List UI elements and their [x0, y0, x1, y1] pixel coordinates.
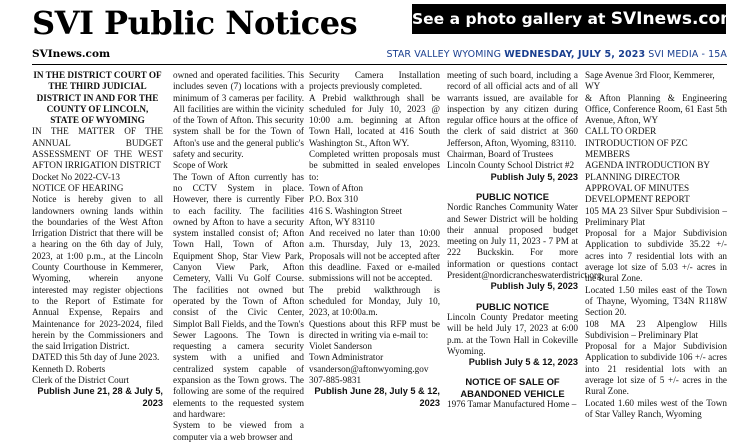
- publish-line: Publish July 5 & 12, 2023: [468, 357, 578, 368]
- notice-column-2: [173, 70, 305, 442]
- folio-date: WEDNESDAY, JULY 5, 2023: [504, 49, 646, 60]
- notice-column-4: [447, 70, 604, 410]
- notice-paragraph: DEVELOPMENT REPORT: [585, 194, 690, 205]
- notice-column-1: [32, 70, 163, 408]
- notice-paragraph: Docket No 2022-CV-13: [32, 171, 120, 182]
- folio-bar: [32, 46, 727, 65]
- notice-paragraph: 108 MA 23 Alpenglow Hills Subdivision – Preliminary Plat: [585, 318, 727, 340]
- notice-paragraph: Located 1.50 miles east of the Town of Thayne, Wyoming, T34N R118W Section 20.: [585, 284, 727, 318]
- notice-paragraph: 416 S. Washington Street: [309, 205, 403, 216]
- notice-paragraph: Sage Avenue 3rd Floor, Kemmerer, WY: [585, 70, 715, 92]
- publish-line: Publish June 21, 28 & July 5, 2023: [37, 386, 163, 408]
- notice-paragraph: meeting of such board, including a record of all official acts and of all warrants issued, are available for inspection by any citizen during regular office hours at the office of the clerk of said district at 360 Jefferson, Afton, Wyoming, 83110.: [447, 70, 578, 148]
- notice-paragraph: DATED this 5th day of June 2023.: [32, 352, 160, 363]
- notice-heading: NOTICE OF SALE OF ABANDONED VEHICLE: [460, 376, 565, 399]
- notice-paragraph: And received no later than 10:00 a.m. Thursday, July 13, 2023. Proposals will not be accepted after this deadline. Faxed or e-mailed submissions will not be accepted.: [309, 228, 440, 284]
- notice-paragraph: Proposal for a Major Subdivision Application to subdivide 35.22 +/- acres into 7 residential lots with an average lot size of 5.03 +/- acres in the Rural Zone.: [585, 228, 727, 284]
- notice-heading: PUBLIC NOTICE: [476, 190, 549, 202]
- notice-paragraph: Chairman, Board of Trustees: [447, 149, 554, 160]
- photo-gallery-banner[interactable]: [412, 4, 738, 34]
- notice-paragraph: Kenneth D. Roberts: [32, 363, 106, 374]
- notice-paragraph: Lincoln County School District #2: [447, 160, 575, 171]
- notice-paragraph: CALL TO ORDER: [585, 126, 657, 137]
- notice-paragraph: INTRODUCTION OF PZC MEMBERS: [585, 137, 688, 160]
- notice-paragraph: Clerk of the District Court: [32, 375, 129, 386]
- notice-paragraph: The Town of Afton currently has no CCTV System in place. However, there is currently Fiber to each facility. The facilities owned by Afton to have a security system installed consist of; Afton Town Hall, Town of Afton Equipment Shop, Star View Park, Canyon View Park, Afton Cemetery, Valli Vu Golf Course. The facilities not owned but operated by the Town of Afton consist of the Civic Center, Simplot Ball Fields, and the Town's Sewer Lagoons. The Town is requesting a camera security system with a unified and centralized system capable of expansion as the Town grows. The following are some of the required elements to the requested system and hardware:: [173, 171, 305, 419]
- notice-paragraph: Proposal for a Major Subdivision Application to subdivide 106 +/- acres into 21 residential lots with an average lot size of 5 +/- acres in the Rural Zone.: [585, 341, 727, 397]
- banner-prefix: See a photo gallery at: [412, 10, 611, 28]
- notice-paragraph: 1976 Tamar Manufactured Home –: [447, 399, 577, 410]
- notice-paragraph: AGENDA INTRODUCTION BY PLANNING DIRECTOR: [585, 160, 710, 182]
- notice-paragraph: & Afton Planning & Engineering Office, Conference Room, 61 East 5th Avenue, Afton, WY: [585, 92, 727, 126]
- notice-paragraph: Questions about this RFP must be directed in writing via e-mail to:: [309, 318, 440, 340]
- publish-line: Publish June 28, July 5 & 12, 2023: [314, 386, 440, 408]
- notice-paragraph: Scope of Work: [173, 160, 228, 171]
- masthead: [0, 0, 738, 44]
- notice-paragraph: IN THE MATTER OF THE ANNUAL BUDGET ASSESSMENT OF THE WEST AFTON IRRIGATION DISTRICT: [32, 126, 163, 171]
- notice-column-5: [585, 70, 727, 419]
- notice-heading: PUBLIC NOTICE: [476, 300, 549, 312]
- notice-paragraph: vsanderson@aftonwyoming.gov: [309, 363, 429, 374]
- notice-paragraph: Security Camera Installation projects previously completed.: [309, 70, 440, 92]
- publish-line: Publish July 5, 2023: [490, 171, 578, 182]
- publish-line: Publish July 5, 2023: [490, 281, 578, 292]
- notice-paragraph: Nordic Ranches Community Water and Sewer District will be holding their annual proposed budget meeting on July 11, 2023 - 7 PM at 222 Buckskin. For more information or questions contact President@nordicrancheswaterdistrict.org.: [447, 202, 604, 281]
- notice-paragraph: 307-885-9831: [309, 375, 362, 386]
- notice-paragraph: Town of Afton: [309, 182, 363, 193]
- notice-paragraph: Notice is hereby given to all landowners owning lands within the boundaries of the West Afton Irrigation District that there will be a hearing on the 6th day of July, 2023, at 1:00 p.m., at the Lincoln County Courthouse in Kemmerer, Wyoming, wherein anyone interested may register objections to the Report of Estimate for Annual Expense, Repairs and Maintenance for 2023-2024, filed herein by the Commissioners and the said Irrigation District.: [32, 194, 163, 352]
- notice-paragraph: owned and operated facilities. This includes seven (7) locations with a minimum of 3 cameras per facility. All facilities are within the vicinity of the Town of Afton. This security system shall be for the Town of Afton's use and the general public's safety and security.: [173, 70, 304, 160]
- folio-line: [387, 49, 727, 60]
- site-name[interactable]: SVInews.com: [32, 48, 111, 60]
- notice-column-3: [309, 70, 440, 408]
- notice-paragraph: NOTICE OF HEARING: [32, 182, 124, 193]
- notice-heading: IN THE DISTRICT COURT OF THE THIRD JUDICIAL DISTRICT IN AND FOR THE COUNTY OF LINCOLN, STATE OF WYOMING: [33, 70, 162, 126]
- notice-paragraph: Completed written proposals must be submitted in sealed envelopes to:: [309, 149, 440, 182]
- notice-paragraph: Town Administrator: [309, 352, 384, 363]
- notice-paragraph: Afton, WY 83110: [309, 216, 375, 227]
- notice-paragraph: APPROVAL OF MINUTES: [585, 182, 690, 193]
- folio-location: STAR VALLEY WYOMING: [386, 49, 505, 60]
- notice-paragraph: Located 1.60 miles west of the Town of Star Valley Ranch, Wyoming: [585, 397, 727, 419]
- notice-paragraph: Violet Sanderson: [309, 341, 372, 352]
- notice-paragraph: 105 MA 23 Silver Spur Subdivision – Preliminary Plat: [585, 205, 727, 227]
- notice-paragraph: The prebid walkthrough is scheduled for Monday, July 10, 2023, at 10:00a.m.: [309, 284, 440, 318]
- notice-paragraph: A Prebid walkthrough shall be scheduled for July 10, 2023 @ 10:00 a.m. beginning at Afton Town Hall, located at 416 South Washington St., Afton WY.: [309, 92, 440, 148]
- notice-paragraph: P.O. Box 310: [309, 194, 359, 205]
- page-title: SVI Public Notices: [32, 4, 358, 42]
- folio-page: SVI MEDIA - 15A: [645, 49, 727, 60]
- banner-url[interactable]: SVInews.com: [610, 9, 738, 29]
- notice-paragraph: System to be viewed from a computer via a web browser and: [173, 420, 304, 442]
- notice-paragraph: Lincoln County Predator meeting will be held July 17, 2023 at 6:00 p.m. at the Town Hall in Cokeville Wyoming.: [447, 311, 578, 356]
